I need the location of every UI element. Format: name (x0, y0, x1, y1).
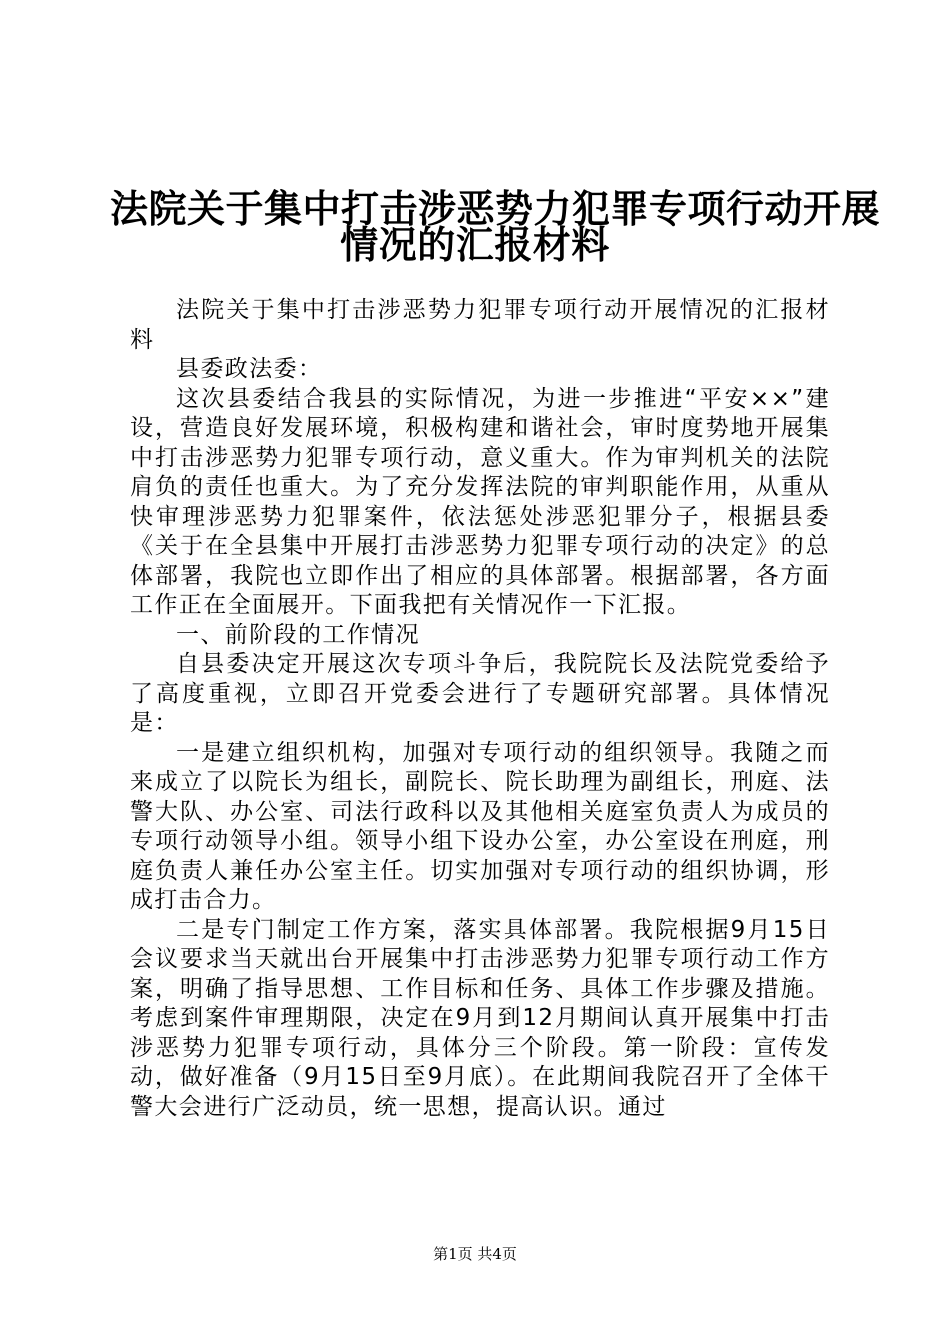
body-paragraph-intro: 这次县委结合我县的实际情况，为进一步推进“平安××”建设，营造良好发展环境，积极构建和谐社会，审时度势地开展集中打击涉恶势力犯罪专项行动，意义重大。作为审判机关的法院肩负的责任也重大。为了充分发挥法院的审判职能作用，从重从快审理涉恶势力犯罪案件，依法惩处涉恶犯罪分子，根据县委《关于在全县集中开展打击涉恶势力犯罪专项行动的决定》的总体部署，我院也立即作出了相应的具体部署。根据部署，各方面工作正在全面展开。下面我把有关情况作一下汇报。 (130, 385, 830, 618)
document-body (130, 296, 830, 1122)
body-section-heading: 一、前阶段的工作情况 (176, 621, 420, 648)
body-paragraph-heading-repeat: 法院关于集中打击涉恶势力犯罪专项行动开展情况的汇报材料 (130, 297, 830, 353)
document-title-line-2: 情况的汇报材料 (340, 222, 610, 267)
page-number-footer: 第1页 共4页 (433, 1245, 517, 1263)
body-paragraph: 自县委决定开展这次专项斗争后，我院院长及法院党委给予了高度重视，立即召开党委会进行了专题研究部署。具体情况是： (130, 651, 830, 736)
body-paragraph: 二是专门制定工作方案，落实具体部署。我院根据9月15日会议要求当天就出台开展集中打击涉恶势力犯罪专项行动工作方案，明确了指导思想、工作目标和任务、具体工作步骤及措施。考虑到案件审理期限，决定在9月到12月期间认真开展集中打击涉恶势力犯罪专项行动，具体分三个阶段。第一阶段：宣传发动，做好准备（9月15日至9月底）。在此期间我院召开了全体干警大会进行广泛动员，统一思想，提高认识。通过 (130, 916, 830, 1120)
body-paragraph-salutation: 县委政法委： (176, 356, 323, 382)
body-paragraph: 一是建立组织机构，加强对专项行动的组织领导。我随之而来成立了以院长为组长，副院长、院长助理为副组长，刑庭、法警大队、办公室、司法行政科以及其他相关庭室负责人为成员的专项行动领导小组。领导小组下设办公室，办公室设在刑庭，刑庭负责人兼任办公室主任。切实加强对专项行动的组织协调，形成打击合力。 (130, 739, 830, 913)
document-title-line-1: 法院关于集中打击涉恶势力犯罪专项行动开展 (110, 186, 881, 231)
